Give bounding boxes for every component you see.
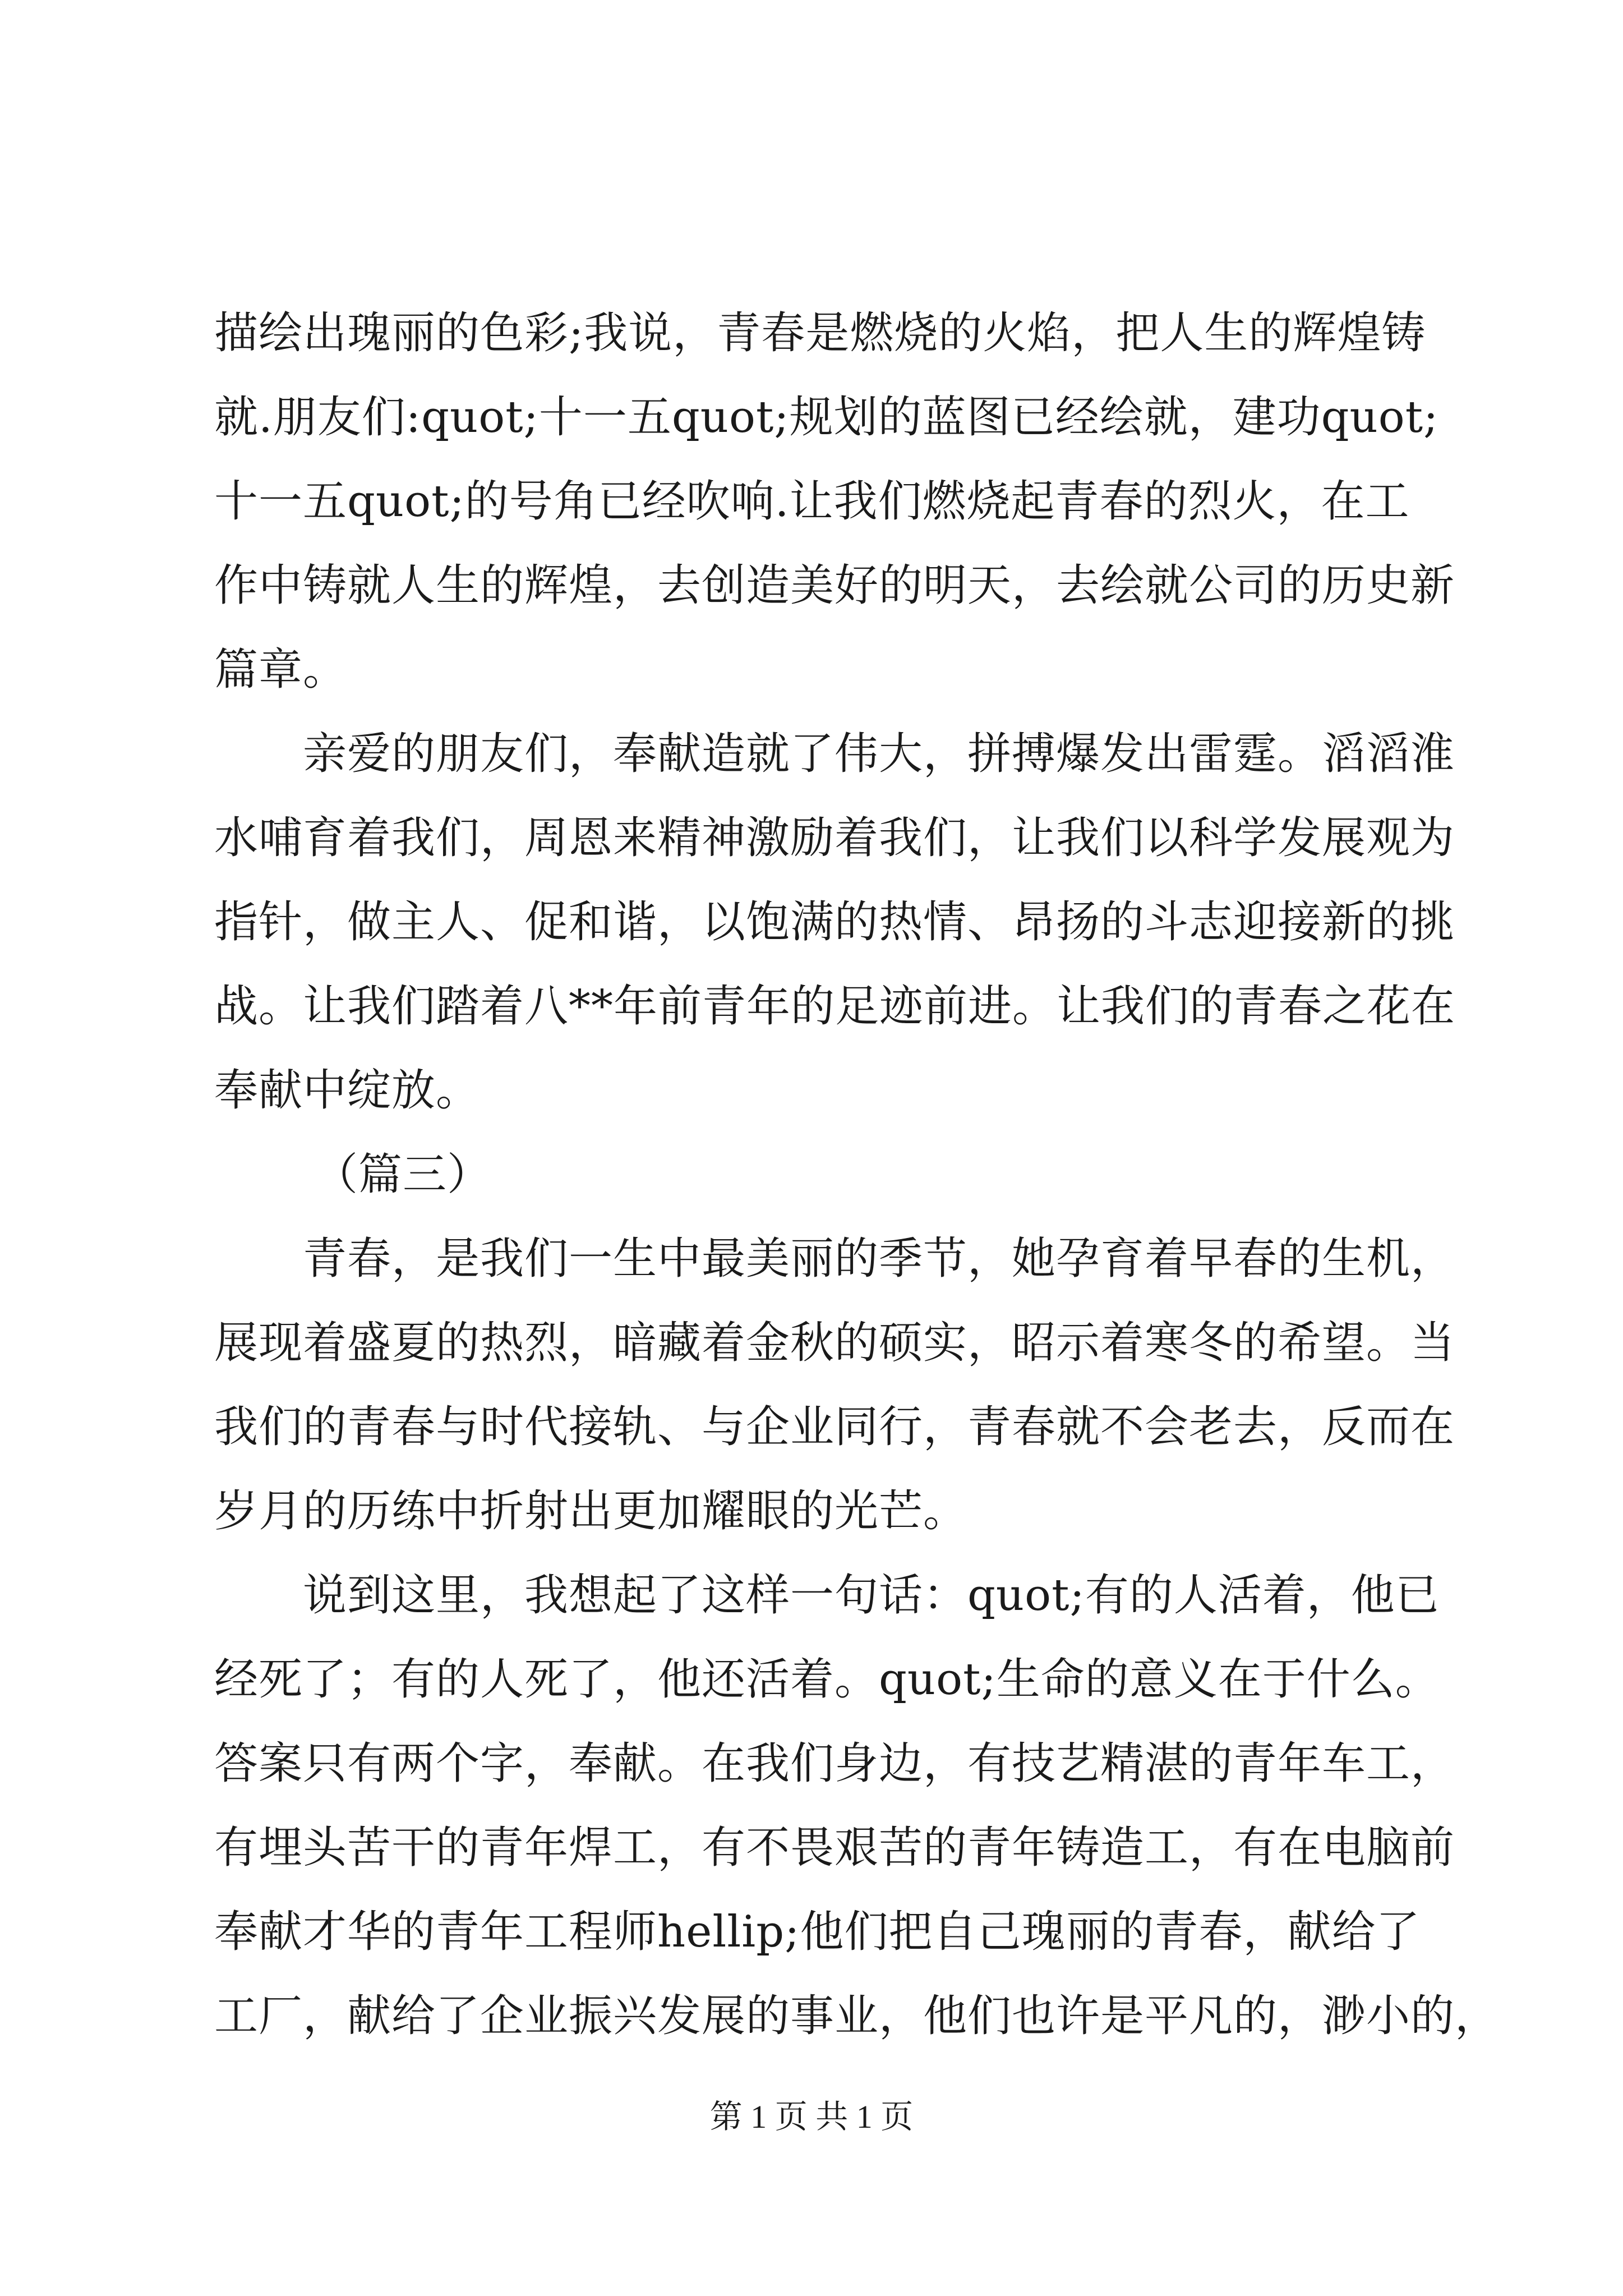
text-line: 奉献中绽放。 bbox=[214, 1065, 481, 1116]
section-heading: （篇三） bbox=[314, 1149, 492, 1200]
text-line: 经死了；有的人死了，他还活着。quot;生命的意义在于什么。 bbox=[214, 1654, 1440, 1705]
page-number-footer: 第 1 页 共 1 页 bbox=[709, 2099, 914, 2135]
text-line: 展现着盛夏的热烈，暗藏着金秋的硕实，昭示着寒冬的希望。当 bbox=[214, 1318, 1455, 1368]
text-line: 就.朋友们:quot;十一五quot;规划的蓝图已经绘就，建功quot; bbox=[214, 392, 1439, 443]
text-line: 十一五quot;的号角已经吹响.让我们燃烧起青春的烈火，在工 bbox=[214, 476, 1410, 527]
text-line: 篇章。 bbox=[214, 645, 348, 695]
text-line: 有埋头苦干的青年焊工，有不畏艰苦的青年铸造工，有在电脑前 bbox=[214, 1823, 1455, 1873]
text-line: 奉献才华的青年工程师hellip;他们把自己瑰丽的青春，献给了 bbox=[214, 1907, 1421, 1957]
text-line: 我们的青春与时代接轨、与企业同行，青春就不会老去，反而在 bbox=[214, 1402, 1455, 1452]
text-line: 指针，做主人、促和谐，以饱满的热情、昂扬的斗志迎接新的挑 bbox=[214, 897, 1455, 947]
paragraph-start-line: 说到这里，我想起了这样一句话：quot;有的人活着，他已 bbox=[303, 1570, 1440, 1621]
paragraph-start-line: 青春，是我们一生中最美丽的季节，她孕育着早春的生机， bbox=[303, 1234, 1455, 1284]
text-line: 岁月的历练中折射出更加耀眼的光芒。 bbox=[214, 1486, 968, 1536]
text-line: 描绘出瑰丽的色彩;我说，青春是燃烧的火焰，把人生的辉煌铸 bbox=[214, 308, 1426, 358]
text-line: 工厂，献给了企业振兴发展的事业，他们也许是平凡的，渺小的， bbox=[214, 1991, 1500, 2041]
text-line: 水哺育着我们，周恩来精神激励着我们，让我们以科学发展观为 bbox=[214, 813, 1455, 863]
text-line: 答案只有两个字，奉献。在我们身边，有技艺精湛的青年车工， bbox=[214, 1738, 1455, 1789]
text-line: 作中铸就人生的辉煌，去创造美好的明天，去绘就公司的历史新 bbox=[214, 560, 1455, 611]
text-line: 战。让我们踏着八**年前青年的足迹前进。让我们的青春之花在 bbox=[214, 981, 1456, 1032]
paragraph-start-line: 亲爱的朋友们，奉献造就了伟大，拼搏爆发出雷霆。滔滔淮 bbox=[303, 729, 1455, 779]
